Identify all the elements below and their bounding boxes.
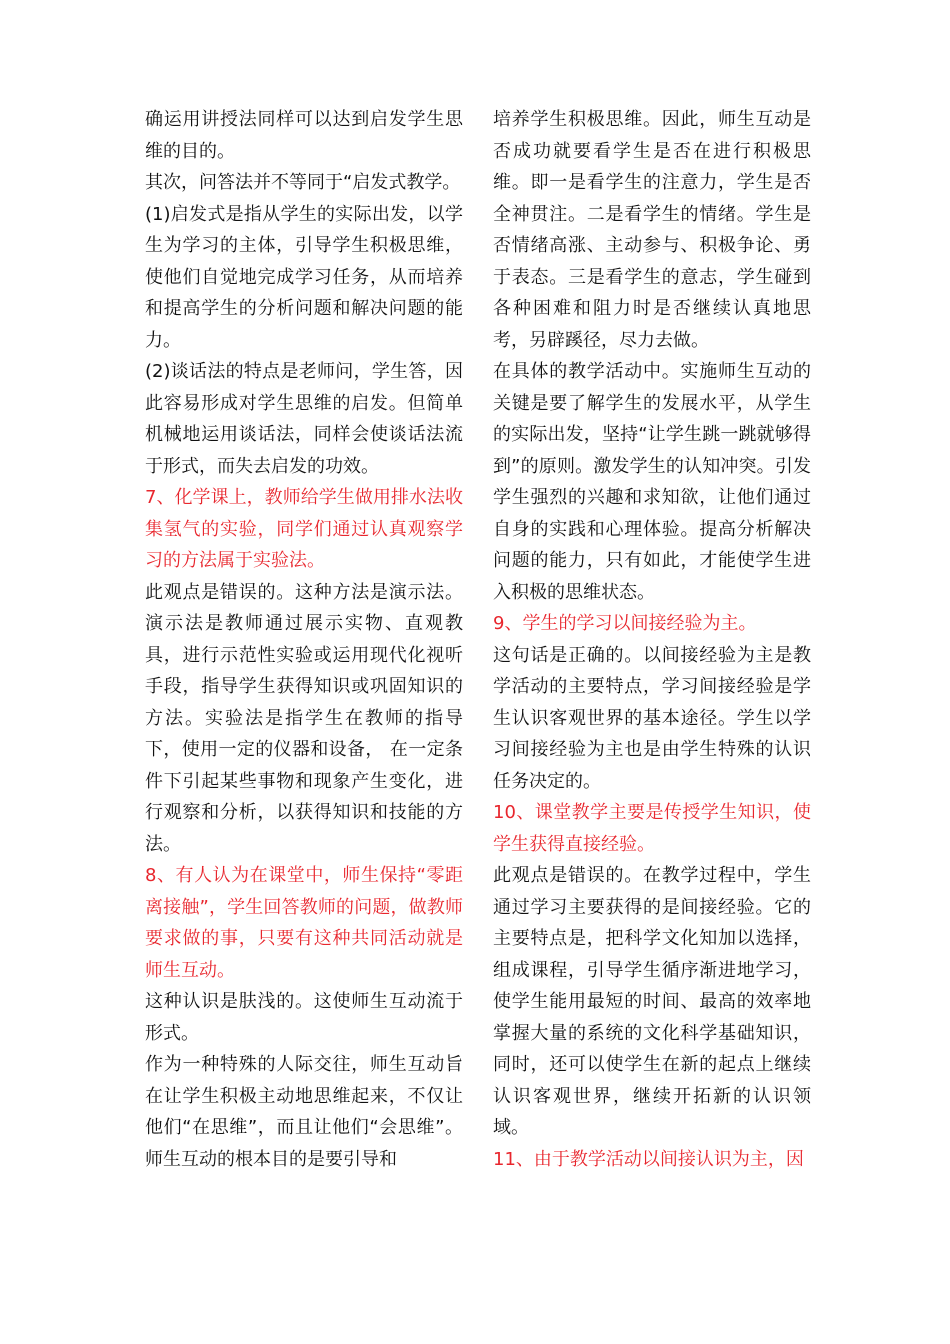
question-heading: 11、由于教学活动以间接认识为主，因 bbox=[493, 1148, 804, 1170]
paragraph: 这句话是正确的。以间接经验为主是教学活动的主要特点，学习间接经验是学生认识客观世界的基本途径。学生以学习间接经验为主也是由学生特殊的认识任务决定的。 bbox=[493, 644, 811, 792]
paragraph: 在具体的教学活动中。实施师生互动的关键是要了解学生的发展水平，从学生的实际出发，坚持“让学生跳一跳就够得到”的原则。激发学生的认知冲突。引发学生强烈的兴趣和求知欲，让他们通过自身的实践和心理体验。提高分析解决问题的能力，只有如此，才能使学生进入积极的思维状态。 bbox=[493, 361, 811, 603]
question-heading: 9、学生的学习以间接经验为主。 bbox=[493, 613, 757, 634]
right-text-column bbox=[493, 104, 811, 1175]
question-heading: 7、化学课上，教师给学生做用排水法收集氢气的实验，同学们通过认真观察学习的方法属于实验法。 bbox=[145, 487, 463, 571]
paragraph: 作为一种特殊的人际交往，师生互动旨在让学生积极主动地思维起来，不仅让他们“在思维”，而且让他们“会思维”。师生互动的根本目的是要引导和 bbox=[145, 1054, 463, 1170]
paragraph: 此观点是错误的。这种方法是演示法。演示法是教师通过展示实物、直观教具，进行示范性实验或运用现代化视听手段，指导学生获得知识或巩固知识的方法。实验法是指学生在教师的指导下，使用一定的仪器和设备， 在一定条件下引起某些事物和现象产生变化，进行观察和分析，以获得知识和技能的方法。 bbox=[145, 581, 463, 855]
paragraph: (2)谈话法的特点是老师问，学生答，因此容易形成对学生思维的启发。但简单机械地运用谈话法，同样会使谈话法流于形式，而失去启发的功效。 bbox=[145, 361, 463, 477]
question-heading: 8、有人认为在课堂中，师生保持“零距离接触”，学生回答教师的问题，做教师要求做的事，只要有这种共同活动就是师生互动。 bbox=[145, 865, 463, 981]
paragraph: 其次，问答法并不等同于“启发式教学。 bbox=[145, 172, 461, 193]
paragraph: 此观点是错误的。在教学过程中，学生通过学习主要获得的是间接经验。它的主要特点是，把科学文化知加以选择，组成课程，引导学生循序渐进地学习，使学生能用最短的时间、最高的效率地掌握大量的系统的文化科学基础知识，同时，还可以使学生在新的起点上继续认识客观世界，继续开拓新的认识领域。 bbox=[493, 865, 811, 1138]
paragraph: (1)启发式是指从学生的实际出发，以学生为学习的主体，引导学生积极思维，使他们自觉地完成学习任务，从而培养和提高学生的分析问题和解决问题的能力。 bbox=[145, 203, 463, 351]
paragraph: 确运用讲授法同样可以达到启发学生思维的目的。 bbox=[145, 109, 463, 162]
left-text-column bbox=[145, 104, 463, 1175]
question-heading: 10、课堂教学主要是传授学生知识，使学生获得直接经验。 bbox=[493, 802, 811, 855]
paragraph: 这种认识是肤浅的。这使师生互动流于形式。 bbox=[145, 991, 463, 1044]
paragraph: 培养学生积极思维。因此，师生互动是否成功就要看学生是否在进行积极思维。即一是看学生的注意力，学生是否全神贯注。二是看学生的情绪。学生是否情绪高涨、主动参与、积极争论、勇于表态。三是看学生的意志，学生碰到各种困难和阻力时是否继续认真地思考，另辟蹊径，尽力去做。 bbox=[493, 109, 811, 351]
